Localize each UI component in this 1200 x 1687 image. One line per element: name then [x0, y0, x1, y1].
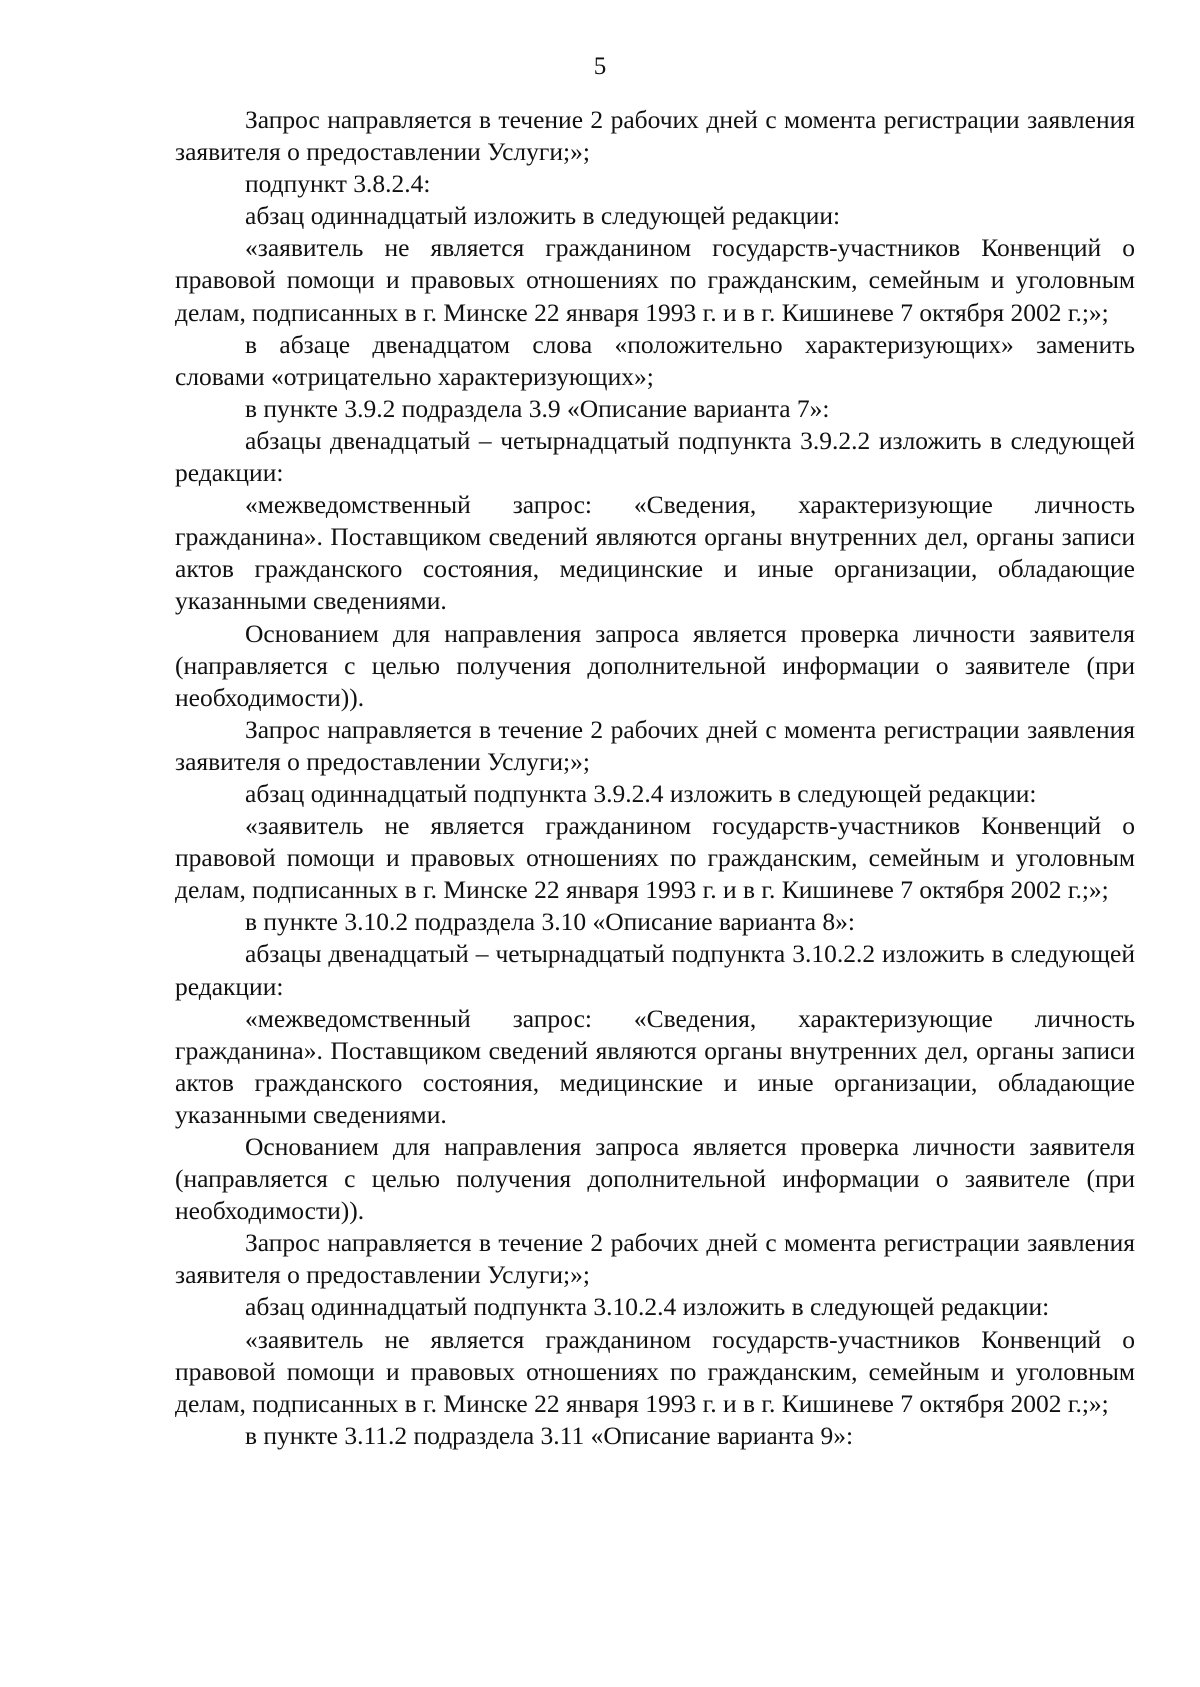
page-number: 5	[593, 53, 607, 80]
paragraph: «заявитель не является гражданином государств-участников Конвенций о правовой помощи и правовых отношениях по гражданским, семейным и уголовным делам, подписанных в г. Минске 22 января 1993 г. и в г. Кишиневе 7 октября 2002 г.;»;	[175, 811, 1135, 905]
paragraph: «межведомственный запрос: «Сведения, характеризующие личность гражданина». Поставщиком сведений являются органы внутренних дел, органы записи актов гражданского состояния, медицинские и иные организации, обладающие указанными сведениями.	[175, 1003, 1135, 1129]
paragraph: Запрос направляется в течение 2 рабочих дней с момента регистрации заявления заявителя о предоставлении Услуги;»;	[175, 105, 1135, 167]
paragraph: абзац одиннадцатый подпункта 3.10.2.4 изложить в следующей редакции:	[245, 1292, 1050, 1322]
paragraph: абзацы двенадцатый – четырнадцатый подпункта 3.10.2.2 изложить в следующей редакции:	[175, 939, 1135, 1001]
paragraph: абзацы двенадцатый – четырнадцатый подпункта 3.9.2.2 изложить в следующей редакции:	[175, 425, 1135, 488]
paragraph: в пункте 3.10.2 подраздела 3.10 «Описание варианта 8»:	[245, 907, 856, 937]
paragraph: в пункте 3.9.2 подраздела 3.9 «Описание варианта 7»:	[245, 393, 830, 423]
paragraph: Запрос направляется в течение 2 рабочих дней с момента регистрации заявления заявителя о предоставлении Услуги;»;	[175, 1228, 1135, 1290]
paragraph: «межведомственный запрос: «Сведения, характеризующие личность гражданина». Поставщиком сведений являются органы внутренних дел, органы записи актов гражданского состояния, медицинские и иные организации, обладающие указанными сведениями.	[175, 490, 1135, 616]
paragraph: абзац одиннадцатый изложить в следующей редакции:	[245, 201, 841, 231]
paragraph: Запрос направляется в течение 2 рабочих дней с момента регистрации заявления заявителя о предоставлении Услуги;»;	[175, 714, 1135, 776]
paragraph: подпункт 3.8.2.4:	[245, 169, 431, 199]
document-body	[175, 104, 1135, 1452]
paragraph: Основанием для направления запроса является проверка личности заявителя (направляется с целью получения дополнительной информации о заявителе (при необходимости)).	[175, 1132, 1135, 1226]
paragraph: в пункте 3.11.2 подраздела 3.11 «Описание варианта 9»:	[245, 1420, 854, 1450]
paragraph: абзац одиннадцатый подпункта 3.9.2.4 изложить в следующей редакции:	[245, 778, 1037, 808]
paragraph: в абзаце двенадцатом слова «положительно характеризующих» заменить словами «отрицательно характеризующих»;	[175, 329, 1135, 391]
paragraph: «заявитель не является гражданином государств-участников Конвенций о правовой помощи и правовых отношениях по гражданским, семейным и уголовным делам, подписанных в г. Минске 22 января 1993 г. и в г. Кишиневе 7 октября 2002 г.;»;	[175, 1324, 1135, 1418]
paragraph: Основанием для направления запроса является проверка личности заявителя (направляется с целью получения дополнительной информации о заявителе (при необходимости)).	[175, 618, 1135, 712]
paragraph: «заявитель не является гражданином государств-участников Конвенций о правовой помощи и правовых отношениях по гражданским, семейным и уголовным делам, подписанных в г. Минске 22 января 1993 г. и в г. Кишиневе 7 октября 2002 г.;»;	[175, 233, 1135, 327]
